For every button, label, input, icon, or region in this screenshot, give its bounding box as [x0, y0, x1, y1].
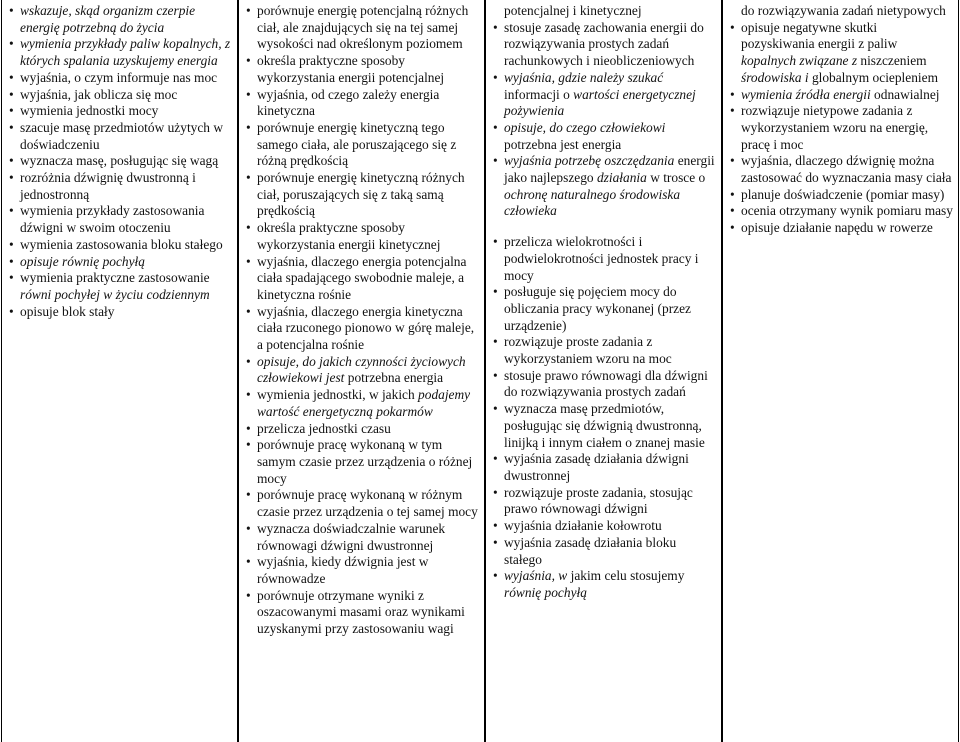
list-item	[243, 254, 480, 304]
item-text: wyjaśnia zasadę działania dźwigni dwustronnej	[504, 451, 689, 483]
list-item	[243, 120, 480, 170]
item-text: stosuje zasadę zachowania energii do rozwiązywania prostych zadań rachunkowych i nieobliczeniowych	[504, 19, 704, 69]
item-text: równi pochyłej w życiu codziennym	[20, 286, 210, 302]
item-text: energii jako najlepszego	[504, 153, 715, 186]
list-item	[6, 120, 233, 153]
item-text: stosuje prawo równowagi dla dźwigni do rozwiązywania prostych zadań	[504, 367, 708, 400]
item-text: porównuje energię potencjalną różnych ciał, ale znajdujących się na tej samej wysokości nad określonym poziomem	[257, 3, 469, 52]
list-item	[6, 3, 233, 36]
list-item	[490, 334, 717, 367]
item-text: wymienia źródła energii	[741, 86, 871, 102]
item-text: wymienia praktyczne zastosowanie	[20, 270, 210, 286]
item-text: środowiska i	[741, 69, 812, 85]
list-item	[243, 437, 480, 487]
list-item	[243, 521, 480, 554]
item-text: opisuje blok stały	[20, 303, 115, 319]
item-text: potrzebna energia	[347, 370, 444, 386]
item-text: wartości energetycznej pożywienia	[504, 86, 696, 119]
item-text: wymienia jednostki, w jakich	[257, 387, 415, 403]
item-text: działania	[596, 170, 647, 186]
item-text: porównuje energię kinetyczną tego samego ciała, ale poruszającego się z różną prędkością	[257, 119, 457, 169]
list-item	[6, 237, 233, 254]
list-item	[243, 421, 480, 438]
item-text: wymienia przykłady zastosowania dźwigni w swoim otoczeniu	[20, 203, 205, 236]
list-item	[243, 3, 480, 53]
item-text: potrzebna jest energia	[504, 136, 622, 152]
list-item	[6, 254, 233, 271]
item-text: planuje doświadczenie (pomiar masy)	[741, 186, 945, 202]
list-item	[243, 170, 480, 220]
item-text: jakim celu stosujemy	[567, 568, 685, 584]
column-4-list	[727, 3, 954, 237]
list-item	[490, 535, 717, 568]
item-text: porównuje energię kinetyczną różnych ciał, poruszających się z taką samą prędkością	[257, 170, 465, 219]
item-text: podajemy wartość energetyczną pokarmów	[257, 387, 471, 419]
item-text: kopalnych związane z	[741, 53, 861, 69]
item-text: porównuje pracę wykonaną w różnym czasie przez urządzenia o tej samej mocy	[257, 487, 478, 520]
item-text: wyjaśnia, kiedy dźwignia jest w równowadze	[257, 554, 429, 586]
item-text: informacji o	[504, 86, 574, 102]
column-4	[722, 0, 959, 742]
item-text: przelicza jednostki czasu	[257, 420, 391, 436]
list-item	[727, 103, 954, 153]
list-item	[727, 220, 954, 237]
list-item	[243, 304, 480, 354]
item-text: porównuje otrzymane wyniki z oszacowanymi masami oraz wynikami uzyskanymi przy zastosowaniu wagi	[257, 587, 465, 637]
list-item	[243, 87, 480, 120]
item-text: wymienia przykłady paliw kopalnych, z których spalania uzyskujemy energia	[20, 36, 231, 69]
list-item	[6, 203, 233, 236]
list-item	[490, 70, 717, 120]
list-item	[6, 153, 233, 170]
column-2-list	[243, 3, 480, 638]
item-text: rozwiązuje proste zadania z wykorzystaniem wzoru na moc	[504, 334, 672, 367]
item-text: w trosce o	[650, 170, 706, 186]
item-text: wyznacza masę, posługując się wagą	[20, 153, 219, 169]
list-item	[243, 588, 480, 638]
list-item	[727, 3, 954, 20]
list-item	[243, 354, 480, 387]
item-text: wyjaśnia, dlaczego energia kinetyczna ciała rzuconego pionowo w górę maleje, a potencjalna rośnie	[257, 303, 475, 353]
list-item	[490, 518, 717, 535]
item-text: równię pochyłą	[504, 584, 587, 600]
list-item	[243, 53, 480, 86]
item-text: rozwiązuje proste zadania, stosując prawo równowagi dźwigni	[504, 484, 693, 517]
item-text: potencjalnej i kinetycznej	[504, 3, 642, 18]
item-text: ochronę naturalnego środowiska człowieka	[504, 186, 681, 219]
item-text: wskazuje, skąd organizm czerpie energię potrzebną do życia	[20, 3, 196, 35]
list-item	[6, 304, 233, 321]
item-text: wyznacza masę przedmiotów, posługując się dźwignią dwustronną, linijką i innym ciałem o znanej masie	[504, 401, 705, 450]
list-item	[6, 70, 233, 87]
item-text: opisuje działanie napędu w rowerze	[741, 220, 933, 236]
list-item	[727, 203, 954, 220]
list-item	[243, 220, 480, 253]
list-item	[490, 568, 717, 601]
list-item	[6, 87, 233, 104]
item-text: wyjaśnia, gdzie należy szukać	[504, 69, 664, 85]
list-item	[6, 103, 233, 120]
item-text: określa praktyczne sposoby wykorzystania energii kinetycznej	[257, 220, 441, 252]
list-item	[490, 20, 717, 70]
item-text: wyjaśnia, od czego zależy energia kinetyczna	[257, 86, 440, 119]
column-1	[1, 0, 238, 742]
item-text: wyjaśnia, dlaczego dźwignię można zastosować do wyznaczania masy ciała	[741, 153, 952, 186]
item-text: wyjaśnia potrzebę oszczędzania	[504, 153, 675, 169]
column-1-list	[6, 3, 233, 320]
list-item	[727, 87, 954, 104]
list-item	[490, 234, 717, 284]
item-text: odnawialnej	[874, 86, 940, 102]
list-item	[243, 554, 480, 587]
item-text: ocenia otrzymany wynik pomiaru masy	[741, 203, 953, 219]
list-item	[727, 187, 954, 204]
list-item	[490, 3, 717, 20]
list-item	[490, 284, 717, 334]
list-item	[490, 401, 717, 451]
list-item	[727, 20, 954, 87]
item-text: wymienia zastosowania bloku stałego	[20, 236, 223, 252]
item-text: przelicza wielokrotności i podwielokrotności jednostek pracy i mocy	[504, 234, 699, 283]
list-item	[490, 451, 717, 484]
item-text: opisuje, do czego człowiekowi	[504, 119, 666, 135]
list-item	[6, 170, 233, 203]
item-text: wyjaśnia zasadę działania bloku stałego	[504, 534, 677, 567]
item-text: określa praktyczne sposoby wykorzystania energii potencjalnej	[257, 53, 445, 85]
item-text: opisuje, do jakich czynności życiowych człowiekowi jest	[257, 353, 466, 386]
list-item	[490, 485, 717, 518]
list-item	[490, 120, 717, 153]
item-text: opisuje negatywne skutki pozyskiwania energii z paliw	[741, 19, 898, 52]
item-text: opisuje równię pochyłą	[20, 253, 145, 269]
list-item	[6, 36, 233, 69]
item-text: wyjaśnia, dlaczego energia potencjalna ciała spadającego swobodnie maleje, a kinetyczna rośnie	[257, 253, 467, 302]
item-text: porównuje pracę wykonaną w tym samym czasie przez urządzenia o różnej mocy	[257, 437, 473, 486]
item-text: rozwiązuje nietypowe zadania z wykorzystaniem wzoru na energię, pracę i moc	[741, 103, 929, 152]
column-3-list	[490, 3, 717, 602]
item-text: wyznacza doświadczalnie warunek równowagi dźwigni dwustronnej	[257, 520, 446, 553]
item-text: posługuje się pojęciem mocy do obliczania pracy wykonanej (przez urządzenie)	[504, 284, 691, 333]
column-3	[485, 0, 722, 742]
list-item	[490, 153, 717, 220]
spacer	[490, 220, 717, 234]
list-item	[727, 153, 954, 186]
item-text: wymienia jednostki mocy	[20, 103, 159, 119]
list-item	[243, 387, 480, 420]
list-item	[490, 368, 717, 401]
item-text: wyjaśnia, jak oblicza się moc	[20, 86, 178, 102]
item-text: szacuje masę przedmiotów użytych w doświadczeniu	[20, 119, 224, 152]
item-text: globalnym ociepleniem	[811, 69, 938, 85]
item-text: wyjaśnia, o czym informuje nas moc	[20, 69, 218, 85]
item-text: wyjaśnia, w	[504, 568, 568, 584]
list-item	[6, 270, 233, 303]
item-text: do rozwiązywania zadań nietypowych	[741, 3, 946, 18]
item-text: niszczeniem	[860, 53, 927, 69]
list-item	[243, 487, 480, 520]
item-text: rozróżnia dźwignię dwustronną i jednostronną	[20, 170, 196, 202]
item-text: wyjaśnia działanie kołowrotu	[504, 518, 662, 534]
column-2	[238, 0, 485, 742]
